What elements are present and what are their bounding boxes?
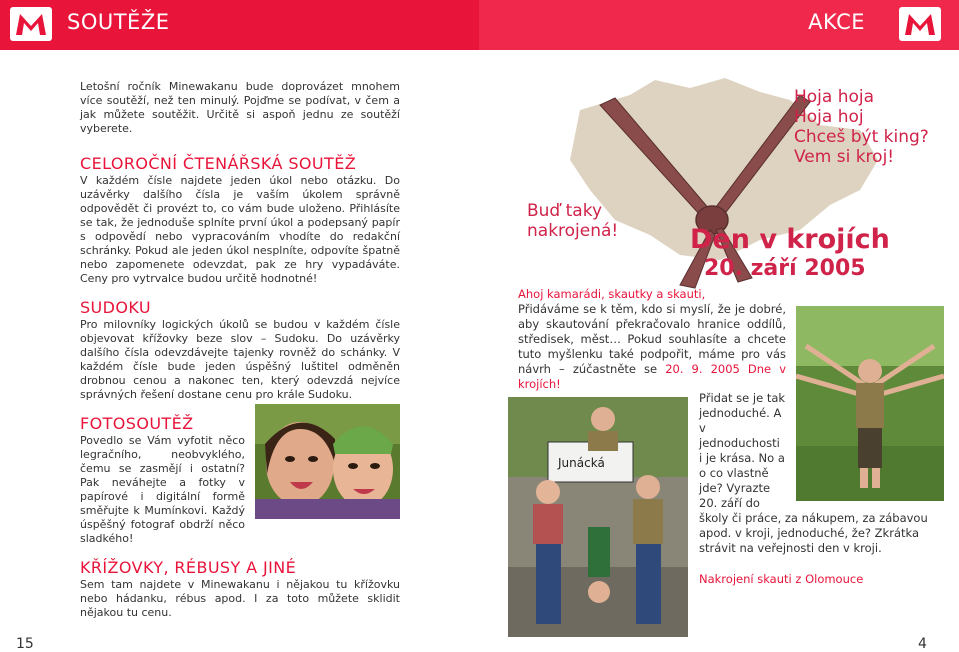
section-text: Povedlo se Vám vyfotit něco legračního, neobvyklého, čemu se zasmějí i ostatní? Pak neváhejte a fotky v papírové i digitální formě směřujte k Mumínkovi. Každý úspěšný fotograf obdrží něco sladkého! [80,434,245,545]
slogan-left [527,201,618,241]
section-text: V každém čísle najdete jeden úkol nebo otázku. Do uzávěrky dalšího čísla je vaším úkolem správně odpovědět či provézt to, co vám bude uloženo. Přihlásíte se tak, že jednoduše splníte první úkol a podepsaný papír s odpovědí nebo vypracováním vhodíte do redakční schránky. Pokud ale jeden úkol nesplníte, odpovíte špatně nebo zapomenete odevzdat, pak ze hry vypadáváte. Ceny pro vytrvalce budou určitě hodnotné! [80,174,400,285]
left-header-band [0,0,479,50]
section-heading: FOTOSOUTĚŽ [80,414,194,433]
slogan-line: Hoja hoj [794,107,864,127]
left-page-column [80,80,400,620]
intro-date: 20. 9. 2005 Dne v krojích! [518,362,786,391]
headline-den-v-krojich: Den v krojích [690,224,890,255]
headline-date: 20. září 2005 [704,256,866,281]
minewakan-logo-icon [10,7,52,41]
slogan-line: Vem si kroj! [794,147,895,167]
sign-text: Junácká [558,456,605,470]
page-number-left: 15 [16,636,34,652]
intro-greeting: Ahoj kamarádi, skautky a skauti, [518,287,706,301]
intro-block [518,287,786,392]
photo-scouts-with-sign [508,397,688,637]
slogan-line: Buď taky [527,201,603,221]
slogan-line: Chceš být king? [794,127,929,147]
signature: Nakrojení skauti z Olomouce [699,572,864,586]
section-heading: CELOROČNÍ ČTENÁŘSKÁ SOUTĚŽ [80,154,357,173]
section-text: Sem tam najdete v Minewakanu i nějakou tu křížovku nebo hádanku, rébus apod. I za toto můžete sklidit nějakou tu cenu. [80,578,400,619]
text-wrap-spacer [786,391,931,501]
section-title-soutezea: SOUTĚŽE [67,10,170,34]
page-number-right: 4 [918,636,927,652]
photo-two-girls [255,404,400,519]
intro-paragraph: Letošní ročník Minewakanu bude doprovázet mnohem více soutěží, než ten minulý. Pojďme se podívat, v čem a jak můžete soutěžit. Určitě si aspoň jednu ze soutěží vyberete. [80,80,400,135]
slogan-line: nakrojená! [527,221,619,241]
side-text [699,391,931,556]
section-title-akce: AKCE [808,10,865,34]
side-text-body: Přidat se je tak jednoduché. A v jednoduchosti i je krása. No a o co vlastně jde? Vyrazte 20. září do školy či práce, za nákupem, za zábavou apod. v kroji, jednoduché, že? Zkrátka strávit na veřejnosti den v kroji. [699,391,928,555]
intro-text [518,302,786,392]
section-heading: KŘÍŽOVKY, RÉBUSY A JINÉ [80,558,297,577]
slogan-line: Hoja hoja [794,87,875,107]
section-heading: SUDOKU [80,298,151,317]
intro-body: Přidáváme se k těm, kdo si myslí, že je dobré, aby skautování překračovalo hranice oddílů, středisek, měst… Pokud souhlasíte a chcete tuto myšlenku také podpořit, máme pro vás návrh – zúčastněte se [518,302,786,376]
section-text: Pro milovníky logických úkolů se budou v každém čísle objevovat křížovky beze slov – Sudoku. Do uzávěrky dalšího čísla odevzdávejte tajenky rovněž do schánky. V každém čísle bude jeden úspěšný luštitel odměněn drobnou cenou a nakonec ten, který odevzdá nejvíce správných řešení dostane cenu pro krále Sudoku. [80,318,400,401]
slogan-right [794,87,929,167]
right-header-band [479,0,959,50]
minewakan-logo-icon [899,7,941,41]
